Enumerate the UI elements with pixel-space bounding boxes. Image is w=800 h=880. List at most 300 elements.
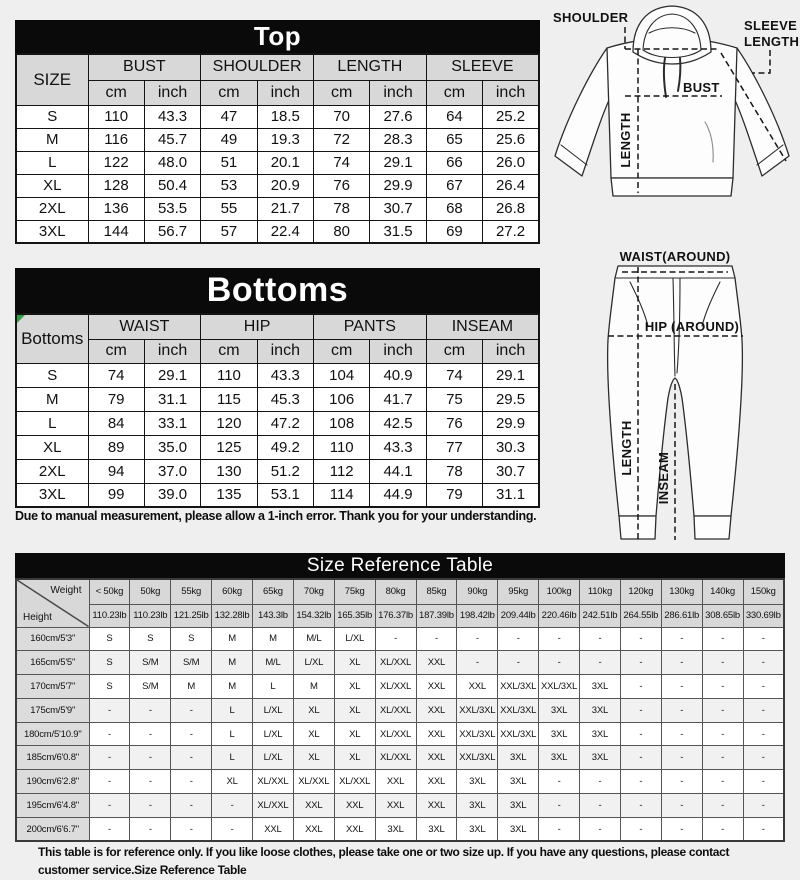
measurement-value: 110 xyxy=(201,363,257,387)
measurement-value: 47 xyxy=(201,105,257,128)
recommended-size-cell: 3XL xyxy=(457,794,498,818)
measurement-value: 30.7 xyxy=(370,197,426,220)
measurement-value: 74 xyxy=(426,363,482,387)
unit-header-inch: inch xyxy=(483,80,539,105)
recommended-size-cell: XL xyxy=(212,770,253,794)
measurement-value: 22.4 xyxy=(257,220,313,243)
recommended-size-cell: - xyxy=(89,746,130,770)
recommended-size-cell: - xyxy=(743,627,784,651)
recommended-size-cell: - xyxy=(130,698,171,722)
top-table-title: Top xyxy=(15,20,540,53)
size-label: S xyxy=(16,105,88,128)
height-label: 200cm/6'6.7" xyxy=(16,817,89,841)
recommended-size-cell: - xyxy=(661,651,702,675)
recommended-size-cell: - xyxy=(620,746,661,770)
recommended-size-cell: 3XL xyxy=(580,675,621,699)
measurement-value: 26.0 xyxy=(483,151,539,174)
height-row xyxy=(16,698,784,722)
recommended-size-cell: L xyxy=(212,698,253,722)
recommended-size-cell: M xyxy=(212,675,253,699)
measurement-value: 28.3 xyxy=(370,128,426,151)
recommended-size-cell: XXL xyxy=(293,817,334,841)
recommended-size-cell: - xyxy=(89,770,130,794)
recommended-size-cell: XXL/3XL xyxy=(498,722,539,746)
measurement-value: 29.9 xyxy=(370,174,426,197)
size-label: 3XL xyxy=(16,483,88,507)
weight-kg-header: 130kg xyxy=(661,579,702,604)
column-group-header: SHOULDER xyxy=(201,54,314,80)
size-label: L xyxy=(16,151,88,174)
recommended-size-cell: XXL xyxy=(253,817,294,841)
recommended-size-cell: 3XL xyxy=(457,770,498,794)
recommended-size-cell: XL xyxy=(293,746,334,770)
recommended-size-cell: M xyxy=(171,675,212,699)
measurement-value: 26.4 xyxy=(483,174,539,197)
recommended-size-cell: - xyxy=(89,794,130,818)
recommended-size-cell: - xyxy=(130,770,171,794)
recommended-size-cell: XL/XXL xyxy=(375,722,416,746)
measurement-value: 74 xyxy=(88,363,144,387)
measurement-value: 43.3 xyxy=(144,105,200,128)
recommended-size-cell: XXL xyxy=(416,651,457,675)
recommended-size-cell: - xyxy=(416,627,457,651)
header-row-units xyxy=(16,339,539,363)
column-group-header: SLEEVE xyxy=(426,54,539,80)
pants-body xyxy=(608,266,743,516)
height-label: 165cm/5'5" xyxy=(16,651,89,675)
unit-header-inch: inch xyxy=(483,339,539,363)
recommended-size-cell: XL xyxy=(334,722,375,746)
unit-header-cm: cm xyxy=(88,80,144,105)
recommended-size-cell: - xyxy=(539,770,580,794)
recommended-size-cell: XXL xyxy=(457,675,498,699)
measurement-value: 43.3 xyxy=(257,363,313,387)
recommended-size-cell: XXL/3XL xyxy=(539,675,580,699)
unit-header-cm: cm xyxy=(314,80,370,105)
recommended-size-cell: 3XL xyxy=(580,746,621,770)
recommended-size-cell: XXL xyxy=(293,794,334,818)
measurement-value: 31.5 xyxy=(370,220,426,243)
size-row xyxy=(16,483,539,507)
recommended-size-cell: - xyxy=(580,627,621,651)
unit-header-cm: cm xyxy=(88,339,144,363)
recommended-size-cell: S xyxy=(89,627,130,651)
recommended-size-cell: 3XL xyxy=(580,698,621,722)
measurement-value: 20.9 xyxy=(257,174,313,197)
recommended-size-cell: XXL xyxy=(334,817,375,841)
sleeve-connector-line xyxy=(752,50,770,73)
recommended-size-cell: L/XL xyxy=(253,722,294,746)
measurement-value: 51 xyxy=(201,151,257,174)
size-row xyxy=(16,411,539,435)
measurement-value: 25.6 xyxy=(483,128,539,151)
measurement-value: 30.3 xyxy=(483,435,539,459)
recommended-size-cell: - xyxy=(620,698,661,722)
recommended-size-cell: XL xyxy=(334,746,375,770)
measurement-value: 48.0 xyxy=(144,151,200,174)
weight-lb-header: 165.35lb xyxy=(334,604,375,627)
bottoms-table-title: Bottoms xyxy=(15,268,540,313)
height-label: 190cm/6'2.8" xyxy=(16,770,89,794)
measurement-value: 70 xyxy=(314,105,370,128)
recommended-size-cell: - xyxy=(171,770,212,794)
bottoms_table-corner-cell xyxy=(16,314,88,363)
column-group-header: WAIST xyxy=(88,314,201,339)
measurement-value: 136 xyxy=(88,197,144,220)
unit-header-cm: cm xyxy=(426,80,482,105)
measurement-value: 112 xyxy=(314,459,370,483)
weight-kg-header: 65kg xyxy=(253,579,294,604)
recommended-size-cell: - xyxy=(702,627,743,651)
recommended-size-cell: XXL xyxy=(416,770,457,794)
measurement-value: 35.0 xyxy=(144,435,200,459)
recommended-size-cell: XXL xyxy=(416,746,457,770)
recommended-size-cell: - xyxy=(375,627,416,651)
recommended-size-cell: - xyxy=(702,651,743,675)
recommended-size-cell: XL/XXL xyxy=(375,675,416,699)
recommended-size-cell: - xyxy=(661,746,702,770)
column-group-header: BUST xyxy=(88,54,201,80)
recommended-size-cell: M xyxy=(253,627,294,651)
weight-kg-header: 85kg xyxy=(416,579,457,604)
recommended-size-cell: - xyxy=(620,817,661,841)
recommended-size-cell: XXL/3XL xyxy=(498,675,539,699)
height-label: 195cm/6'4.8" xyxy=(16,794,89,818)
size-label: 2XL xyxy=(16,197,88,220)
measurement-value: 130 xyxy=(201,459,257,483)
height-label: 170cm/5'7" xyxy=(16,675,89,699)
bottoms_table-corner-label: Bottoms xyxy=(21,328,84,348)
recommended-size-cell: 3XL xyxy=(498,817,539,841)
weight-lb-header: 286.61lb xyxy=(661,604,702,627)
recommended-size-cell: S xyxy=(171,627,212,651)
recommended-size-cell: XL/XXL xyxy=(375,651,416,675)
weight-lb-header: 121.25lb xyxy=(171,604,212,627)
measurement-value: 45.3 xyxy=(257,387,313,411)
measurement-value: 40.9 xyxy=(370,363,426,387)
measurement-value: 94 xyxy=(88,459,144,483)
height-corner-label: Height xyxy=(23,611,52,623)
recommended-size-cell: S xyxy=(130,627,171,651)
recommended-size-cell: - xyxy=(580,794,621,818)
recommended-size-cell: - xyxy=(580,770,621,794)
measurement-value: 29.1 xyxy=(483,363,539,387)
column-group-header: HIP xyxy=(201,314,314,339)
height-row xyxy=(16,675,784,699)
measurement-value: 80 xyxy=(314,220,370,243)
measurement-value: 79 xyxy=(426,483,482,507)
measurement-value: 44.1 xyxy=(370,459,426,483)
recommended-size-cell: - xyxy=(702,770,743,794)
measurement-value: 57 xyxy=(201,220,257,243)
recommended-size-cell: - xyxy=(171,698,212,722)
recommended-size-cell: L/XL xyxy=(334,627,375,651)
recommended-size-cell: XL xyxy=(334,675,375,699)
weight-lb-header: 143.3lb xyxy=(253,604,294,627)
measurement-value: 77 xyxy=(426,435,482,459)
header-row-groups xyxy=(16,314,539,339)
recommended-size-cell: - xyxy=(743,651,784,675)
recommended-size-cell: 3XL xyxy=(539,746,580,770)
recommended-size-cell: M xyxy=(293,675,334,699)
recommended-size-cell: - xyxy=(743,746,784,770)
measurement-note: Due to manual measurement, please allow a 1-inch error. Thank you for your understanding. xyxy=(15,509,537,523)
measurement-value: 128 xyxy=(88,174,144,197)
recommended-size-cell: M xyxy=(212,627,253,651)
size-row xyxy=(16,151,539,174)
recommended-size-cell: S xyxy=(89,675,130,699)
measurement-value: 78 xyxy=(314,197,370,220)
measurement-value: 53.5 xyxy=(144,197,200,220)
measurement-value: 69 xyxy=(426,220,482,243)
recommended-size-cell: M/L xyxy=(293,627,334,651)
measurement-value: 50.4 xyxy=(144,174,200,197)
recommended-size-cell: S/M xyxy=(130,675,171,699)
weight-lb-header: 110.23lb xyxy=(130,604,171,627)
size-label: XL xyxy=(16,435,88,459)
pants-length-label: LENGTH xyxy=(619,420,634,476)
waist-label: WAIST(AROUND) xyxy=(619,249,731,264)
measurement-value: 18.5 xyxy=(257,105,313,128)
recommended-size-cell: - xyxy=(661,817,702,841)
recommended-size-cell: L xyxy=(212,722,253,746)
measurement-value: 56.7 xyxy=(144,220,200,243)
size-label: XL xyxy=(16,174,88,197)
measurement-value: 29.9 xyxy=(483,411,539,435)
recommended-size-cell: XL xyxy=(334,698,375,722)
recommended-size-cell: - xyxy=(130,746,171,770)
shoulder-label: SHOULDER xyxy=(553,10,629,25)
height-label: 175cm/5'9" xyxy=(16,698,89,722)
measurement-value: 25.2 xyxy=(483,105,539,128)
measurement-value: 104 xyxy=(314,363,370,387)
size-label: S xyxy=(16,363,88,387)
weight-lb-header: 154.32lb xyxy=(293,604,334,627)
column-group-header: LENGTH xyxy=(314,54,427,80)
height-row xyxy=(16,794,784,818)
recommended-size-cell: M xyxy=(212,651,253,675)
recommended-size-cell: S/M xyxy=(171,651,212,675)
measurement-value: 27.6 xyxy=(370,105,426,128)
weight-kg-header: < 50kg xyxy=(89,579,130,604)
recommended-size-cell: XXL/3XL xyxy=(457,722,498,746)
recommended-size-cell: - xyxy=(580,817,621,841)
recommended-size-cell: - xyxy=(539,794,580,818)
size-reference-table xyxy=(15,553,785,842)
recommended-size-cell: XXL xyxy=(416,794,457,818)
recommended-size-cell: XXL xyxy=(375,770,416,794)
size-row xyxy=(16,128,539,151)
recommended-size-cell: XL/XXL xyxy=(334,770,375,794)
weight-kg-header: 150kg xyxy=(743,579,784,604)
unit-header-inch: inch xyxy=(257,80,313,105)
weight-kg-header: 80kg xyxy=(375,579,416,604)
recommended-size-cell: - xyxy=(498,651,539,675)
weight-kg-header: 100kg xyxy=(539,579,580,604)
height-row xyxy=(16,722,784,746)
recommended-size-cell: - xyxy=(580,651,621,675)
unit-header-inch: inch xyxy=(144,80,200,105)
measurement-value: 110 xyxy=(314,435,370,459)
recommended-size-cell: XXL xyxy=(334,794,375,818)
bust-label: BUST xyxy=(683,80,720,95)
recommended-size-cell: XL xyxy=(334,651,375,675)
hip-label: HIP (AROUND) xyxy=(644,319,740,334)
measurement-value: 135 xyxy=(201,483,257,507)
measurement-value: 51.2 xyxy=(257,459,313,483)
measurement-value: 42.5 xyxy=(370,411,426,435)
hoodie-diagram xyxy=(545,0,800,258)
bottoms-table-grid xyxy=(15,313,540,508)
recommended-size-cell: - xyxy=(702,746,743,770)
recommended-size-cell: L xyxy=(212,746,253,770)
measurement-value: 78 xyxy=(426,459,482,483)
hoodie-hood xyxy=(633,6,711,64)
hoodie-hem-band xyxy=(611,178,733,196)
recommended-size-cell: 3XL xyxy=(539,698,580,722)
sleeve-length-label-line1: SLEEVE xyxy=(744,18,798,33)
recommended-size-cell: - xyxy=(457,627,498,651)
pants-right-cuff xyxy=(694,516,731,539)
measurement-value: 49 xyxy=(201,128,257,151)
recommended-size-cell: XXL/3XL xyxy=(498,698,539,722)
recommended-size-cell: 3XL xyxy=(498,770,539,794)
recommended-size-cell: XL xyxy=(293,722,334,746)
header-row-groups xyxy=(16,54,539,80)
recommended-size-cell: L/XL xyxy=(253,698,294,722)
unit-header-cm: cm xyxy=(201,80,257,105)
size-row xyxy=(16,105,539,128)
recommended-size-cell: - xyxy=(130,817,171,841)
recommended-size-cell: M/L xyxy=(253,651,294,675)
recommended-size-cell: XL/XXL xyxy=(253,794,294,818)
recommended-size-cell: XXL xyxy=(416,698,457,722)
measurement-value: 79 xyxy=(88,387,144,411)
measurement-value: 19.3 xyxy=(257,128,313,151)
recommended-size-cell: - xyxy=(661,627,702,651)
measurement-value: 37.0 xyxy=(144,459,200,483)
measurement-value: 26.8 xyxy=(483,197,539,220)
hoodie-right-sleeve xyxy=(733,48,789,176)
recommended-size-cell: - xyxy=(89,817,130,841)
measurement-value: 53.1 xyxy=(257,483,313,507)
recommended-size-cell: XXL xyxy=(375,794,416,818)
recommended-size-cell: L/XL xyxy=(293,651,334,675)
recommended-size-cell: L/XL xyxy=(253,746,294,770)
measurement-value: 47.2 xyxy=(257,411,313,435)
height-row xyxy=(16,746,784,770)
measurement-value: 31.1 xyxy=(144,387,200,411)
height-row xyxy=(16,627,784,651)
measurement-value: 27.2 xyxy=(483,220,539,243)
measurement-value: 125 xyxy=(201,435,257,459)
header-row-kg xyxy=(16,579,784,604)
size-row xyxy=(16,459,539,483)
weight-lb-header: 264.55lb xyxy=(620,604,661,627)
measurement-value: 30.7 xyxy=(483,459,539,483)
recommended-size-cell: XXL/3XL xyxy=(457,698,498,722)
top_table-corner-label: SIZE xyxy=(33,69,72,89)
top_table-corner-cell xyxy=(16,54,88,105)
recommended-size-cell: S/M xyxy=(130,651,171,675)
size-reference-grid-table xyxy=(15,578,785,842)
measurement-value: 108 xyxy=(314,411,370,435)
measurement-value: 76 xyxy=(314,174,370,197)
recommended-size-cell: XL/XXL xyxy=(375,746,416,770)
top-table-grid xyxy=(15,53,540,244)
recommended-size-cell: - xyxy=(702,817,743,841)
height-row xyxy=(16,817,784,841)
pants-diagram xyxy=(552,248,795,544)
recommended-size-cell: XL/XXL xyxy=(293,770,334,794)
unit-header-cm: cm xyxy=(314,339,370,363)
measurement-value: 49.2 xyxy=(257,435,313,459)
recommended-size-cell: 3XL xyxy=(580,722,621,746)
header-row-lb xyxy=(16,604,784,627)
recommended-size-cell: 3XL xyxy=(498,746,539,770)
measurement-value: 39.0 xyxy=(144,483,200,507)
column-group-header: PANTS xyxy=(314,314,427,339)
size-label: L xyxy=(16,411,88,435)
measurement-value: 72 xyxy=(314,128,370,151)
recommended-size-cell: - xyxy=(457,651,498,675)
excel-corner-marker xyxy=(17,315,25,323)
weight-kg-header: 70kg xyxy=(293,579,334,604)
weight-lb-header: 110.23lb xyxy=(89,604,130,627)
recommended-size-cell: - xyxy=(743,675,784,699)
weight-kg-header: 60kg xyxy=(212,579,253,604)
recommended-size-cell: - xyxy=(743,722,784,746)
recommended-size-cell: 3XL xyxy=(539,722,580,746)
measurement-value: 68 xyxy=(426,197,482,220)
measurement-value: 99 xyxy=(88,483,144,507)
header-row-units xyxy=(16,80,539,105)
measurement-value: 110 xyxy=(88,105,144,128)
recommended-size-cell: - xyxy=(743,794,784,818)
size-label: 2XL xyxy=(16,459,88,483)
measurement-value: 55 xyxy=(201,197,257,220)
recommended-size-cell: XL/XXL xyxy=(253,770,294,794)
unit-header-inch: inch xyxy=(370,339,426,363)
recommended-size-cell: - xyxy=(171,794,212,818)
size-label: M xyxy=(16,128,88,151)
size-row xyxy=(16,363,539,387)
weight-kg-header: 55kg xyxy=(171,579,212,604)
measurement-value: 67 xyxy=(426,174,482,197)
unit-header-inch: inch xyxy=(257,339,313,363)
weight-lb-header: 132.28lb xyxy=(212,604,253,627)
recommended-size-cell: - xyxy=(89,722,130,746)
recommended-size-cell: - xyxy=(661,770,702,794)
recommended-size-cell: - xyxy=(171,722,212,746)
measurement-value: 66 xyxy=(426,151,482,174)
size-reference-grid xyxy=(15,578,785,842)
recommended-size-cell: - xyxy=(212,817,253,841)
measurement-value: 29.1 xyxy=(144,363,200,387)
measurement-value: 120 xyxy=(201,411,257,435)
recommended-size-cell: XXL/3XL xyxy=(457,746,498,770)
recommended-size-cell: - xyxy=(171,746,212,770)
height-row xyxy=(16,770,784,794)
measurement-value: 20.1 xyxy=(257,151,313,174)
measurement-value: 29.1 xyxy=(370,151,426,174)
inseam-label: INSEAM xyxy=(656,451,671,505)
measurement-value: 84 xyxy=(88,411,144,435)
recommended-size-cell: - xyxy=(702,794,743,818)
length-label: LENGTH xyxy=(618,112,633,168)
recommended-size-cell: - xyxy=(212,794,253,818)
weight-kg-header: 110kg xyxy=(580,579,621,604)
